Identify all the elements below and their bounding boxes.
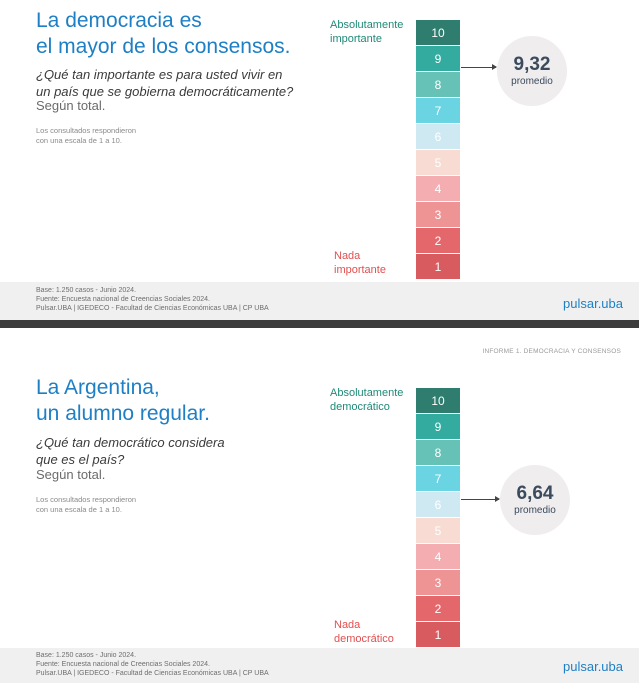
bottom-label-line-1: Nada <box>334 250 361 262</box>
bottom-label-line-2: importante <box>334 264 386 276</box>
scale-segment-4: 4 <box>416 176 460 201</box>
footer-line-2: Fuente: Encuesta nacional de Creencias Sociales 2024. <box>36 296 210 304</box>
top-label-line-2: importante <box>330 33 382 45</box>
total-caption: Según total. <box>36 467 106 482</box>
bottom-label-line-2: democrático <box>334 633 394 645</box>
note-line-1: Los consultados respondieron <box>36 495 137 504</box>
note-line-2: con una escala de 1 a 10. <box>36 505 122 514</box>
scale-segment-5: 5 <box>416 518 460 543</box>
slide-title <box>36 375 210 427</box>
average-label: promedio <box>511 76 553 87</box>
scale-segment-7: 7 <box>416 466 460 491</box>
top-label-line-2: democrático <box>330 401 390 413</box>
bottom-label-line-1: Nada <box>334 619 361 631</box>
scale-segment-9: 9 <box>416 414 460 439</box>
scale-segment-8: 8 <box>416 440 460 465</box>
title-line-2: un alumno regular. <box>36 402 210 425</box>
average-arrow <box>461 499 499 500</box>
brand-logo: pulsar.uba <box>563 296 623 311</box>
scale-segment-8: 8 <box>416 72 460 97</box>
scale-segment-7: 7 <box>416 98 460 123</box>
note-line-1: Los consultados respondieron <box>36 126 137 135</box>
footer-sources <box>36 651 269 679</box>
slide-argentina-alumno-regular <box>0 328 639 683</box>
total-caption: Según total. <box>36 98 106 113</box>
note-line-2: con una escala de 1 a 10. <box>36 136 122 145</box>
average-value: 6,64 <box>516 483 554 504</box>
scale-segment-6: 6 <box>416 492 460 517</box>
question-line-1: ¿Qué tan importante es para usted vivir en <box>36 67 283 82</box>
report-header-tag: INFORME 1. DEMOCRACIA Y CONSENSOS <box>482 348 621 355</box>
average-arrow <box>461 67 496 68</box>
slide-democracia-consensos <box>0 0 639 320</box>
slide-separator <box>0 320 639 328</box>
brand-logo: pulsar.uba <box>563 659 623 674</box>
survey-question <box>36 66 293 100</box>
top-label-line-1: Absolutamente <box>330 387 404 399</box>
average-circle <box>497 36 567 106</box>
footer-line-1: Base: 1.250 casos - Junio 2024. <box>36 287 137 294</box>
question-line-1: ¿Qué tan democrático considera <box>36 435 225 450</box>
scale-segment-10: 10 <box>416 20 460 45</box>
scale-top-label <box>330 386 403 414</box>
scale-bottom-label <box>334 618 394 646</box>
scale-segment-9: 9 <box>416 46 460 71</box>
average-circle <box>500 465 570 535</box>
scale-segment-3: 3 <box>416 202 460 227</box>
footer-line-3: Pulsar.UBA | IGEDECO - Facultad de Ciencias Económicas UBA | CP UBA <box>36 670 269 678</box>
scale-segment-2: 2 <box>416 228 460 253</box>
rating-scale <box>416 20 460 280</box>
footer-line-2: Fuente: Encuesta nacional de Creencias Sociales 2024. <box>36 661 210 669</box>
scale-segment-1: 1 <box>416 622 460 647</box>
footer-sources <box>36 286 269 314</box>
title-line-1: La democracia es <box>36 9 202 32</box>
question-line-2: que es el país? <box>36 452 125 467</box>
slide-title <box>36 8 290 60</box>
scale-bottom-label <box>334 249 386 277</box>
scale-segment-1: 1 <box>416 254 460 279</box>
question-line-2: un país que se gobierna democráticamente? <box>36 84 294 99</box>
scale-segment-3: 3 <box>416 570 460 595</box>
slide-footer <box>0 282 639 320</box>
scale-note <box>36 495 136 515</box>
average-label: promedio <box>514 505 556 516</box>
slide-footer <box>0 648 639 683</box>
average-value: 9,32 <box>513 54 551 75</box>
footer-line-3: Pulsar.UBA | IGEDECO - Facultad de Ciencias Económicas UBA | CP UBA <box>36 305 269 313</box>
scale-segment-5: 5 <box>416 150 460 175</box>
rating-scale <box>416 388 460 648</box>
title-line-2: el mayor de los consensos. <box>36 35 291 58</box>
footer-line-1: Base: 1.250 casos - Junio 2024. <box>36 652 137 659</box>
scale-segment-2: 2 <box>416 596 460 621</box>
scale-segment-10: 10 <box>416 388 460 413</box>
survey-question <box>36 434 225 468</box>
scale-segment-4: 4 <box>416 544 460 569</box>
scale-segment-6: 6 <box>416 124 460 149</box>
title-line-1: La Argentina, <box>36 376 160 399</box>
scale-top-label <box>330 18 403 46</box>
top-label-line-1: Absolutamente <box>330 19 404 31</box>
scale-note <box>36 126 136 146</box>
